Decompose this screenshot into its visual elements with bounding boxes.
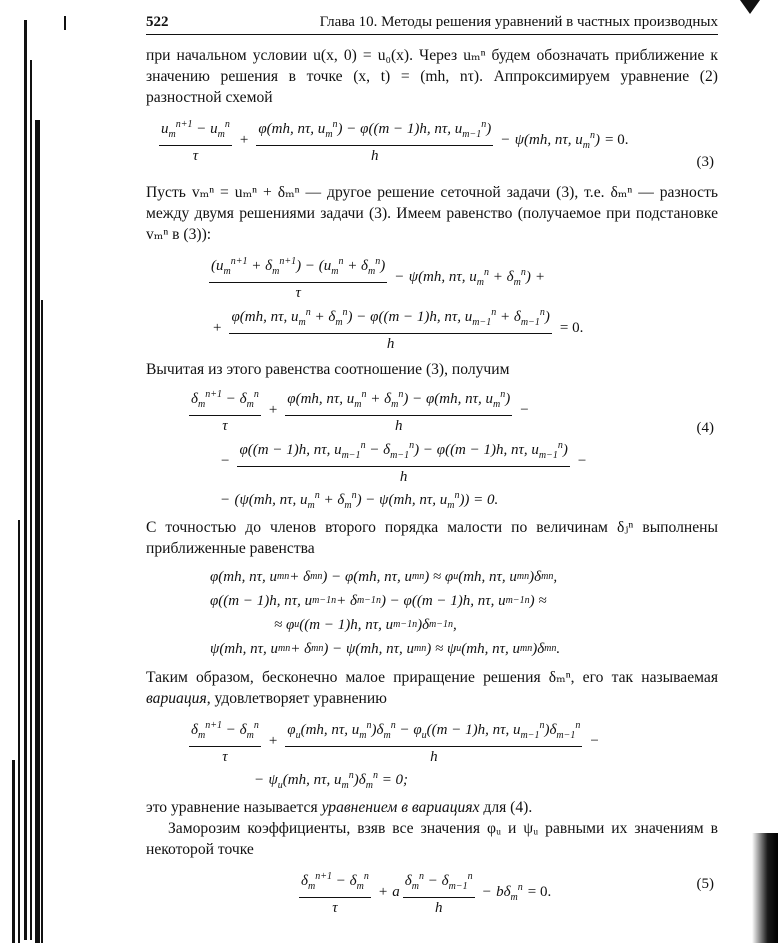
paragraph-6-part-b: для (4). bbox=[479, 799, 533, 816]
equation-substitution: $\frac{(u_m^{n+1} + \delta_m^{n+1}) - (u_m^n + \delta_m^n)}{\tau}$ − ψ(mh, nτ, $u_m^n + \delta_m^n$) + + $\frac{\varphi(mh, n\tau, u_m^n + \delta_m^n) - \varphi((m - 1)h, n\tau, u_{m-1}^n + \delta_{m-1}^n)}{h}$ = 0. bbox=[146, 253, 718, 353]
scan-shadow bbox=[752, 833, 778, 943]
paragraph-2: Пусть vₘⁿ = uₘⁿ + δₘⁿ — другое решение сеточной задачи (3), т.е. δₘⁿ — разность между двумя решениями задачи (3). Имеем равенство (получаемое при подстановке vₘⁿ в (3)): bbox=[146, 184, 718, 243]
paragraph-3: Вычитая из этого равенства соотношение (3), получим bbox=[146, 361, 510, 378]
paragraph-1: при начальном условии u(x, 0) = u₀(x). Через uₘⁿ будем обозначать приближение к значению решения в точке (x, t) = (mh, nτ). Аппроксимируем уравнение (2) разностной схемой bbox=[146, 47, 718, 106]
book-page bbox=[146, 14, 718, 924]
equation-3: $\frac{u_m^{n+1} - u_m^n}{\tau}$ + $\frac{\varphi(mh, n\tau, u_m^n) - \varphi((m - 1)h, n\tau, u_{m-1}^n)}{h}$ − ψ(mh, nτ, $u_m^n$) = 0. (3) bbox=[146, 116, 718, 176]
scan-corner-mark bbox=[740, 0, 760, 14]
variational-equation: $\frac{\delta_m^{n+1} - \delta_m^n}{\tau}$ + $\frac{\varphi_u(mh, n\tau, u_m^n)\delta_m^n - \varphi_u((m - 1)h, n\tau, u_{m-1}^n)\delta_{m-1}^n}{h}$ − − $\psi_u(mh$, nτ, $u_m^n)\delta_m^n = 0$; bbox=[146, 717, 718, 791]
paragraph-7: Заморозим коэффициенты, взяв все значения φᵤ и ψᵤ равными их значениям в некоторой точке bbox=[146, 820, 718, 858]
paragraph-5-part-a: Таким образом, бесконечно малое приращение решения δₘⁿ, его так называемая bbox=[146, 669, 718, 686]
approximate-equalities: φ(mh, nτ, u m n + δ m n ) − φ(mh, nτ, u m n ) ≈ φ u (mh, nτ, u m n )δ m n , φ((m − 1)h, nτ, u m−1 n + δ m−1 n ) − φ((m − 1)h, nτ, u m−1 n ) ≈ ≈ φ u ((m − 1)h, nτ, u m−1 n )δ m−1 n , ψ(mh, nτ, u m n + δ m n ) − ψ(mh, nτ, u m n ) ≈ ψ u (mh, nτ, u m n )δ m n . bbox=[210, 569, 561, 657]
equation-5: $\frac{\delta_m^{n+1} - \delta_m^n}{\tau}$ + a $\frac{\delta_m^n - \delta_{m-1}^n}{h}$ − $b\delta_m^n$ = 0. (5) bbox=[146, 868, 718, 918]
paragraph-4: С точностью до членов второго порядка малости по величинам δⱼⁿ выполнены приближенные равенства bbox=[146, 519, 718, 557]
paragraph-5 bbox=[146, 667, 718, 709]
equation-number-3: (3) bbox=[696, 154, 714, 170]
running-header bbox=[146, 14, 718, 35]
term-variation: вариация bbox=[146, 690, 207, 707]
paragraph-6-part-a: это уравнение называется bbox=[146, 799, 322, 816]
page-number: 522 bbox=[146, 14, 169, 30]
equation-number-4: (4) bbox=[696, 420, 714, 436]
equation-number-5: (5) bbox=[696, 876, 714, 892]
paragraph-5-part-b: , удовлетворяет уравнению bbox=[206, 690, 387, 707]
scanned-page-edge bbox=[0, 0, 46, 943]
term-variational-equation: уравнением в вариациях bbox=[321, 799, 480, 816]
equation-4: $\frac{\delta_m^{n+1} - \delta_m^n}{\tau}$ + $\frac{\varphi(mh, n\tau, u_m^n + \delta_m^n) - \varphi(mh, n\tau, u_m^n)}{h}$ − − $\frac{\varphi((m - 1)h, n\tau, u_{m-1}^n - \delta_{m-1}^n) - \varphi((m - 1)h, n\tau, u_{m-1}^n)}{h}$ − − (ψ(mh, nτ, $u_m^n + \delta_m^n) - \psi(mh$, nτ, $u_m^n)) = 0$. (4) bbox=[146, 386, 718, 511]
paragraph-6 bbox=[146, 797, 718, 818]
running-title: Глава 10. Методы решения уравнений в частных производных bbox=[319, 14, 718, 30]
